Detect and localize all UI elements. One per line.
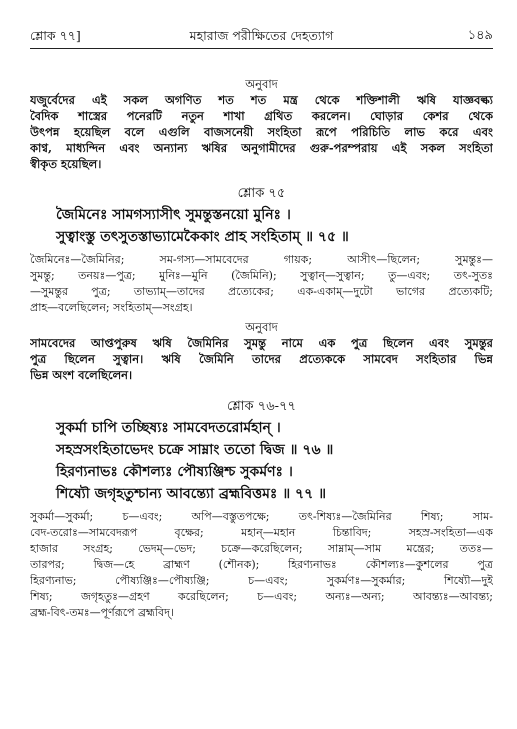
synonym-line: বেদ-তরোঃ—সামবেদরূপ বৃক্ষের; মহান্—মহান চিন্তাবিদ; সহস্র-সংহিতা—এক <box>30 526 493 539</box>
word-for-word-synonyms <box>30 252 493 316</box>
verse-range-label: শ্লোক ৭৭] <box>30 28 81 43</box>
synonym-line: হিরণ্যনাভ; পৌষ্যঞ্জিঃ—পৌষ্যঞ্জি; চ—এবং; সুকর্মণঃ—সুকর্মার; শিষ্যৌ—দুই <box>30 574 493 587</box>
verse-line: জৈমিনেঃ সামগস্যাসীৎ সুমন্তুস্তনয়ো মুনিঃ । <box>56 207 291 223</box>
synonym-line: তারপর; দ্বিজ—হে ব্রাহ্মণ (শৌনক); হিরণ্যনাভঃ কৌশল্যঃ—কুশলের পুত্র <box>30 558 493 571</box>
verse-line: শিষ্যৌ জগৃহতুশ্চান্য আবন্ত্যো ব্রহ্মবিত্তমঃ ॥ ৭৭ ॥ <box>56 486 327 502</box>
sloka-heading: শ্লোক ৭৫ <box>237 186 286 201</box>
translation-line: উৎপন্ন হয়েছিল বলে এগুলি বাজসনেয়ী সংহিতা রূপে পরিচিতি লাভ করে এবং <box>30 125 493 139</box>
sloka-heading: শ্লোক ৭৬-৭৭ <box>227 399 296 414</box>
page-header <box>30 26 493 49</box>
book-page <box>30 26 493 621</box>
translation-line: বৈদিক শাস্ত্রের পনেরটি নতুন শাখা গ্রথিত করলেন। ঘোড়ার কেশর থেকে <box>30 109 493 123</box>
sanskrit-verse <box>30 417 493 505</box>
synonym-line: সুকর্মা—সুকর্মা; চ—এবং; অপি—বস্তুতপক্ষে; তৎ-শিষ্যঃ—জৈমিনির শিষ্য; সাম- <box>30 510 493 523</box>
verse-line: সুকর্মা চাপি তচ্ছিষ্যঃ সামবেদতরোর্মহান্ । <box>56 420 281 436</box>
translation-line: যজুর্বেদের এই সকল অগণিত শত শত মন্ত্র থেকে শক্তিশালী ঋষি যাজ্ঞবল্ক্য <box>30 93 493 107</box>
synonym-line: সুমন্তু; তনয়ঃ—পুত্র; মুনিঃ—মুনি (জৈমিনি); সুত্বান্—সুত্বান; তু—এবং; তৎ-সুতঃ <box>30 269 493 282</box>
sanskrit-verse <box>30 204 493 248</box>
synonym-line: ব্রহ্ম-বিৎ-তমঃ—পূর্ণরূপে ব্রহ্মবিদ্। <box>30 606 174 619</box>
verse-line: সুত্বাংস্তু তৎসুতস্তাভ্যামেকৈকাং প্রাহ সংহিতাম্ ॥ ৭৫ ॥ <box>56 229 349 245</box>
translation-line: সামবেদের আপ্তপুরুষ ঋষি জৈমিনির সুমন্তু নামে এক পুত্র ছিলেন এবং সুমন্তুর <box>30 336 493 350</box>
synonym-line: শিষ্য; জগৃহতুঃ—গ্রহণ করেছিলেন; চ—এবং; অন্যঃ—অন্য; আবন্ত্যঃ—আবন্ত্য; <box>30 590 493 603</box>
chapter-title: মহারাজ পরীক্ষিতের দেহত্যাগ <box>189 28 334 43</box>
translation-title: অনুবাদ <box>245 320 278 334</box>
translation-line: পুত্র ছিলেন সুত্বান। ঋষি জৈমিনি তাদের প্রত্যেককে সামবেদ সংহিতার ভিন্ন <box>30 352 493 366</box>
synonym-line: —সুমন্তুর পুত্র; তাভ্যাম্—তাদের প্রত্যেকের; এক-একাম্—দুটো ভাগের প্রত্যেকটি; <box>30 285 493 298</box>
word-for-word-synonyms <box>30 509 493 621</box>
translation-title: অনুবাদ <box>245 77 278 91</box>
translation-line: কাণ্ব, মাধ্যন্দিন এবং অন্যান্য ঋষির অনুগামীদের গুরু-পরম্পরায় এই সকল সংহিতা <box>30 141 493 155</box>
translation-75-text <box>30 335 493 383</box>
page-number: ১৪৯ <box>467 28 493 43</box>
translation-line: ভিন্ন অংশ বলেছিলেন। <box>30 368 133 382</box>
verse-line: সহস্রসংহিতাভেদং চক্রে সাম্নাং ততো দ্বিজ ॥ ৭৬ ॥ <box>56 442 334 458</box>
translation-line: স্বীকৃত হয়েছিল। <box>30 157 102 171</box>
verse-line: হিরণ্যনাভঃ কৌশল্যঃ পৌষ্যঞ্জিশ্চ সুকর্মণঃ । <box>56 464 293 480</box>
translation-74-text <box>30 92 493 172</box>
synonym-line: প্রাহ—বলেছিলেন; সংহিতাম্—সংগ্রহ। <box>30 301 193 314</box>
synonym-line: জৈমিনেঃ—জৈমিনির; সম-গস্য—সামবেদের গায়ক; আসীৎ—ছিলেন; সুমন্তুঃ— <box>30 253 493 266</box>
synonym-line: হাজার সংগ্রহ; ভেদম্—ভেদ; চক্রে—করেছিলেন; সাম্নাম্—সাম মন্ত্রের; ততঃ— <box>30 542 493 555</box>
